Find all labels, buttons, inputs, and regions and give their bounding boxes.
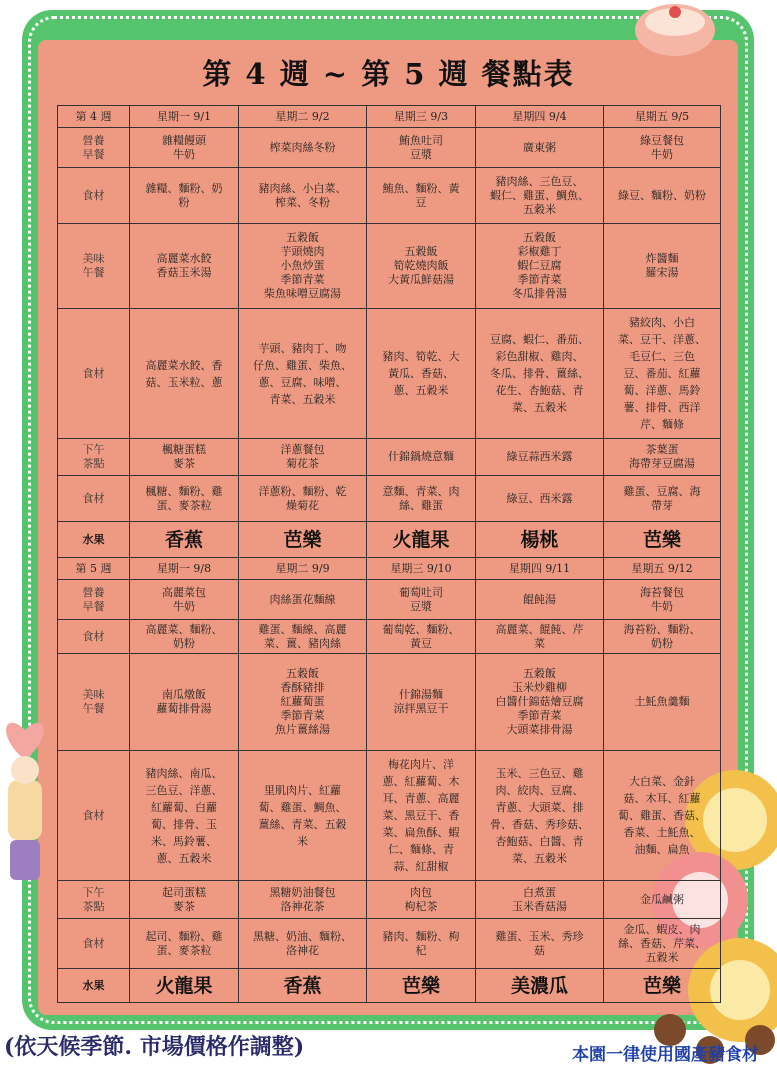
menu-cell: 鮪魚吐司 豆漿 [367,128,476,168]
menu-cell: 土魠魚羹麵 [604,654,721,751]
menu-cell: 雞蛋、麵線、高麗 菜、薑、豬肉絲 [239,620,367,654]
menu-cell: 葡萄吐司 豆漿 [367,580,476,620]
day-header: 星期一 9/1 [130,106,239,128]
day-header: 星期五 9/12 [604,558,721,580]
menu-cell: 楓糖蛋糕 麥茶 [130,439,239,476]
day-header: 星期三 9/10 [367,558,476,580]
snack-ingredients-row [58,476,721,522]
row-label: 食材 [58,620,130,654]
menu-cell: 雞蛋、豆腐、海 帶芽 [604,476,721,522]
menu-cell: 海苔餐包 牛奶 [604,580,721,620]
row-label: 下午 茶點 [58,881,130,919]
breakfast-row [58,128,721,168]
menu-cell: 海苔粉、麵粉、 奶粉 [604,620,721,654]
menu-cell: 白煮蛋 玉米香菇湯 [476,881,604,919]
menu-cell: 雜糧饅頭 牛奶 [130,128,239,168]
menu-cell: 五穀飯 香酥豬排 紅蘿蔔蛋 季節青菜 魚片薑絲湯 [239,654,367,751]
price-adjust-note: (依天候季節. 市場價格作調整) [4,1034,305,1060]
menu-cell: 五穀飯 彩椒雞丁 蝦仁豆腐 季節青菜 冬瓜排骨湯 [476,224,604,309]
lunch-ingredients-row [58,309,721,439]
row-label: 食材 [58,751,130,881]
day-header: 星期二 9/2 [239,106,367,128]
week4-section [58,106,721,558]
week5-section [58,558,721,1003]
menu-cell: 高麗菜包 牛奶 [130,580,239,620]
menu-cell: 芋頭、豬肉丁、吻 仔魚、雞蛋、柴魚、 蔥、豆腐、味噌、 青菜、五穀米 [239,309,367,439]
week-label: 第 4 週 [58,106,130,128]
week-label: 第 5 週 [58,558,130,580]
day-header: 星期一 9/8 [130,558,239,580]
fruit-row [58,522,721,558]
menu-cell: 綠豆、西米露 [476,476,604,522]
menu-cell: 楊桃 [476,522,604,558]
day-header: 星期二 9/9 [239,558,367,580]
menu-cell: 綠豆餐包 牛奶 [604,128,721,168]
menu-cell: 黑糖、奶油、麵粉、 洛神花 [239,919,367,969]
menu-cell: 起司蛋糕 麥茶 [130,881,239,919]
menu-cell: 豬肉絲、南瓜、 三色豆、洋蔥、 紅蘿蔔、白蘿 蔔、排骨、玉 米、馬鈴薯、 蔥、五穀米 [130,751,239,881]
week4-header-row [58,106,721,128]
menu-cell: 綠豆蒜西米露 [476,439,604,476]
menu-cell: 五穀飯 芋頭燒肉 小魚炒蛋 季節青菜 柴魚味噌豆腐湯 [239,224,367,309]
menu-cell: 豆腐、蝦仁、番茄、 彩色甜椒、雞肉、 冬瓜、排骨、薑絲、 花生、杏鮑菇、青 菜、五穀米 [476,309,604,439]
day-header: 星期五 9/5 [604,106,721,128]
menu-table [57,105,721,1003]
row-label: 食材 [58,919,130,969]
row-label: 食材 [58,476,130,522]
menu-cell: 梅花肉片、洋 蔥、紅蘿蔔、木 耳、青蔥、高麗 菜、黑豆干、香 菜、扁魚酥、蝦 仁、麵條、青 蒜、紅甜椒 [367,751,476,881]
row-label: 食材 [58,309,130,439]
menu-cell: 黑糖奶油餐包 洛神花茶 [239,881,367,919]
menu-cell: 玉米、三色豆、雞 肉、絞肉、豆腐、 青蔥、大頭菜、排 骨、香菇、秀珍菇、 杏鮑菇、白醬、青 菜、五穀米 [476,751,604,881]
menu-cell: 豬肉、麵粉、枸 杞 [367,919,476,969]
menu-cell: 高麗菜、餛飩、芹 菜 [476,620,604,654]
row-label: 水果 [58,522,130,558]
fruit-row [58,969,721,1003]
menu-cell: 火龍果 [130,969,239,1003]
day-header: 星期三 9/3 [367,106,476,128]
menu-cell: 芭樂 [239,522,367,558]
menu-cell: 鮪魚、麵粉、黃 豆 [367,168,476,224]
row-label: 食材 [58,168,130,224]
menu-cell: 綠豆、麵粉、奶粉 [604,168,721,224]
row-label: 美味 午餐 [58,224,130,309]
menu-cell: 什錦鍋燒意麵 [367,439,476,476]
menu-cell: 豬肉絲、小白菜、 榨菜、冬粉 [239,168,367,224]
day-header: 星期四 9/4 [476,106,604,128]
menu-cell: 雜糧、麵粉、奶 粉 [130,168,239,224]
menu-cell: 里肌肉片、紅蘿 蔔、雞蛋、鯛魚、 薑絲、青菜、五穀 米 [239,751,367,881]
menu-cell: 起司、麵粉、雞 蛋、麥茶粒 [130,919,239,969]
menu-cell: 五穀飯 筍乾燒肉飯 大黃瓜鮮菇湯 [367,224,476,309]
menu-cell: 肉包 枸杞茶 [367,881,476,919]
heart-doll-icon [0,690,50,890]
domestic-pork-note: 本園一律使用國產豬食材 [572,1045,759,1065]
menu-cell: 豬肉絲、三色豆、 蝦仁、雞蛋、鯛魚、 五穀米 [476,168,604,224]
menu-cell: 榨菜肉絲冬粉 [239,128,367,168]
lunch-ingredients-row [58,751,721,881]
menu-cell: 豬絞肉、小白 菜、豆干、洋蔥、 毛豆仁、三色 豆、番茄、紅蘿 蔔、洋蔥、馬鈴 薯、排骨、西洋 芹、麵條 [604,309,721,439]
menu-cell: 意麵、青菜、肉 絲、雞蛋 [367,476,476,522]
menu-cell: 五穀飯 玉米炒雞柳 白醬什錦菇燴豆腐 季節青菜 大頭菜排骨湯 [476,654,604,751]
menu-cell: 茶葉蛋 海帶芽豆腐湯 [604,439,721,476]
lunch-row [58,654,721,751]
menu-cell: 洋蔥粉、麵粉、乾 燥菊花 [239,476,367,522]
menu-cell: 金瓜鹹粥 [604,881,721,919]
snack-ingredients-row [58,919,721,969]
breakfast-ingredients-row [58,168,721,224]
row-label: 水果 [58,969,130,1003]
menu-cell: 金瓜、蝦皮、肉 絲、香菇、芹菜、 五穀米 [604,919,721,969]
menu-cell: 香蕉 [130,522,239,558]
menu-cell: 豬肉、筍乾、大 黃瓜、香菇、 蔥、五穀米 [367,309,476,439]
menu-cell: 肉絲蛋花麵線 [239,580,367,620]
menu-cell: 什錦湯麵 涼拌黑豆干 [367,654,476,751]
row-label: 下午 茶點 [58,439,130,476]
menu-cell: 芭樂 [604,969,721,1003]
page-title: 第 4 週 ~ 第 5 週 餐點表 [202,57,575,91]
menu-cell: 洋蔥餐包 菊花茶 [239,439,367,476]
menu-cell: 火龍果 [367,522,476,558]
menu-cell: 大白菜、金針 菇、木耳、紅蘿 蔔、雞蛋、香菇、 香菜、土魠魚、 油麵、扁魚 [604,751,721,881]
row-label: 美味 午餐 [58,654,130,751]
menu-cell: 楓糖、麵粉、雞 蛋、麥茶粒 [130,476,239,522]
menu-cell: 芭樂 [367,969,476,1003]
snack-row [58,881,721,919]
day-header: 星期四 9/11 [476,558,604,580]
menu-cell: 美濃瓜 [476,969,604,1003]
menu-cell: 高麗菜水餃、香 菇、玉米粒、蔥 [130,309,239,439]
menu-cell: 餛飩湯 [476,580,604,620]
menu-cell: 南瓜燉飯 蘿蔔排骨湯 [130,654,239,751]
menu-cell: 廣東粥 [476,128,604,168]
menu-cell: 雞蛋、玉米、秀珍 菇 [476,919,604,969]
menu-cell: 高麗菜水餃 香菇玉米湯 [130,224,239,309]
menu-cell: 炸醬麵 羅宋湯 [604,224,721,309]
breakfast-ingredients-row [58,620,721,654]
lunch-row [58,224,721,309]
breakfast-row [58,580,721,620]
menu-cell: 香蕉 [239,969,367,1003]
menu-cell: 葡萄乾、麵粉、 黃豆 [367,620,476,654]
week5-header-row [58,558,721,580]
snack-row [58,439,721,476]
menu-cell: 芭樂 [604,522,721,558]
row-label: 營養 早餐 [58,128,130,168]
row-label: 營養 早餐 [58,580,130,620]
menu-cell: 高麗菜、麵粉、 奶粉 [130,620,239,654]
